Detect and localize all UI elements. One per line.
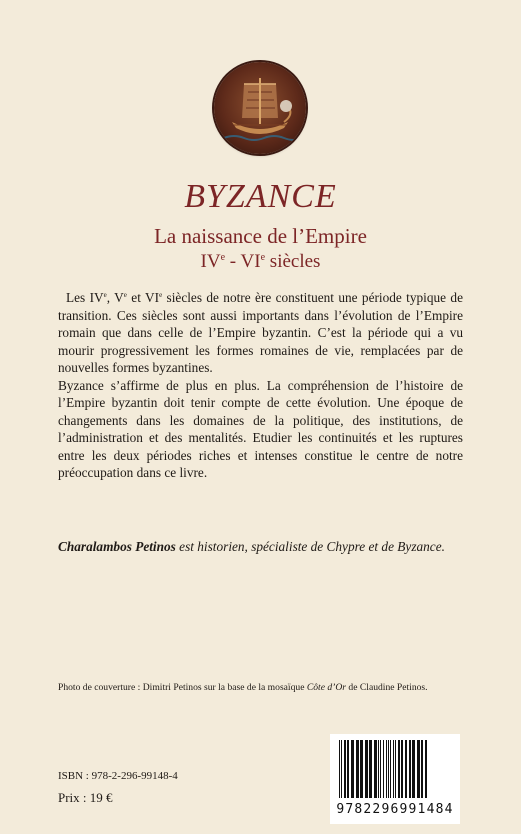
mosaic-title: Côte d’Or (306, 682, 347, 693)
barcode-bar (395, 740, 396, 798)
photo-credit: Photo de couverture : Dimitri Petinos sur la base de la mosaïque Côte d’Or de Claudine Petinos. (58, 682, 428, 693)
barcode-bar (344, 740, 346, 798)
barcode-bar (369, 740, 372, 798)
barcode-bar (347, 740, 349, 798)
barcode-bar (390, 740, 391, 798)
barcode-bar (386, 740, 387, 798)
barcode-bar (393, 740, 394, 798)
barcode-number: 9782296991484 (336, 802, 454, 817)
barcode-bar (360, 740, 363, 798)
barcode-bar (383, 740, 384, 798)
barcode-bar (425, 740, 427, 798)
barcode-bar (374, 740, 377, 798)
period-start: IV (200, 251, 221, 272)
isbn: ISBN : 978-2-296-99148-4 (58, 770, 178, 782)
blurb-paragraph-1: Les IVe, Ve et VIe siècles de notre ère constituent une période typique de transition. Ces siècles sont aussi importants dans l’évolution de l’Empire romain que dans celle de l’Empire byzantin. C’est la période qui a vu mourir progressivement les formes romaines de vie, remplacées par de nouvelles formes byzantines. (58, 290, 463, 375)
book-period: IVe - VIe siècles (200, 251, 321, 272)
blurb-paragraph-2: Byzance s’affirme de plus en plus. La compréhension de l’histoire de l’Empire byzantin doit tenir compte de cette évolution. Une époque de changements dans les domaines de la politique, des institutions, de l’administration et des mentalités. Etudier les continuités et les ruptures entre les deux périodes riches et intenses constitue le centre de notre préoccupation dans ce livre. (58, 377, 463, 480)
barcode-bar (339, 740, 340, 798)
book-title: BYZANCE (184, 178, 337, 215)
blurb (58, 287, 463, 482)
barcode (330, 734, 460, 824)
barcode-bar (351, 740, 354, 798)
barcode-bar (388, 740, 389, 798)
barcode-bar (409, 740, 411, 798)
barcode-bar (405, 740, 407, 798)
author-bio (58, 539, 478, 555)
barcode-bars (337, 740, 453, 800)
barcode-bar (398, 740, 400, 798)
author-description: est historien, spécialiste de Chypre et de Byzance. (175, 539, 445, 554)
ship-mosaic-drawing (214, 62, 306, 154)
book-subtitle: La naissance de l’Empire (154, 224, 367, 248)
barcode-bar (341, 740, 342, 798)
barcode-bar (365, 740, 368, 798)
barcode-bar (356, 740, 359, 798)
author-name: Charalambos Petinos (58, 539, 176, 554)
ship-mosaic-icon (214, 62, 306, 154)
period-end: VI (240, 251, 261, 272)
barcode-bar (412, 740, 415, 798)
barcode-bar (378, 740, 379, 798)
price: Prix : 19 € (58, 790, 113, 805)
barcode-bar (401, 740, 403, 798)
barcode-bar (380, 740, 381, 798)
barcode-bar (417, 740, 420, 798)
barcode-bar (421, 740, 423, 798)
